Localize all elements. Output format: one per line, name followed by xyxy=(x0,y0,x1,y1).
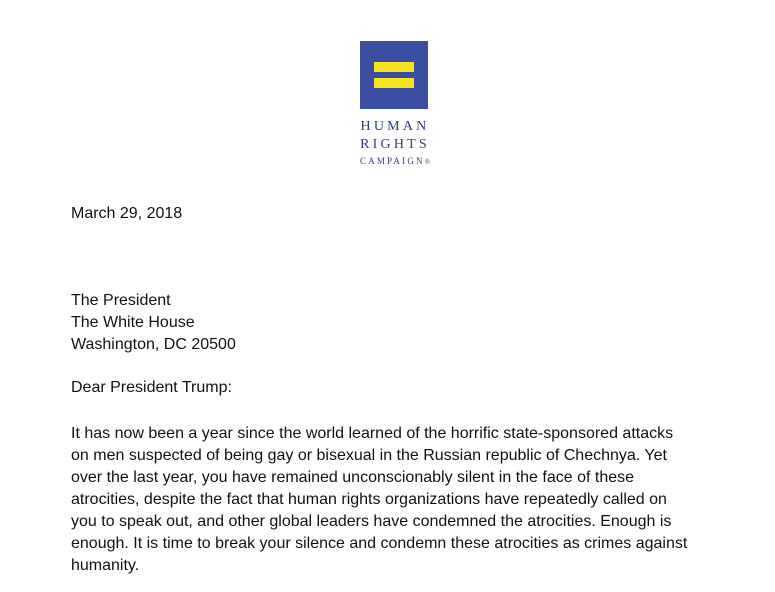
body-line-6: enough. It is time to break your silence and condemn these atrocities as crimes against xyxy=(71,535,688,552)
address-line-1: The President xyxy=(71,292,171,309)
body-line-5: you to speak out, and other global leaders have condemned the atrocities. Enough is xyxy=(71,513,672,530)
salutation: Dear President Trump: xyxy=(71,379,232,396)
logo-square xyxy=(360,41,428,109)
body-line-2: on men suspected of being gay or bisexual in the Russian republic of Chechnya. Yet xyxy=(71,447,667,464)
logo-top-bar xyxy=(374,62,414,72)
logo-text-rights: RIGHTS xyxy=(360,137,430,152)
recipient-address xyxy=(71,290,236,356)
logo-bottom-bar xyxy=(374,78,414,88)
address-line-2: The White House xyxy=(71,314,195,331)
body-line-4: atrocities, despite the fact that human rights organizations have repeatedly called on xyxy=(71,491,667,508)
logo-campaign-word: CAMPAIGN xyxy=(359,156,425,166)
logo-text-campaign xyxy=(340,156,450,166)
address-line-3: Washington, DC 20500 xyxy=(71,336,236,353)
body-line-1: It has now been a year since the world learned of the horrific state-sponsored attacks xyxy=(71,425,674,442)
letter-date: March 29, 2018 xyxy=(71,205,183,222)
logo-text-human: HUMAN xyxy=(360,119,430,134)
registered-mark: ® xyxy=(424,158,431,166)
body-paragraph xyxy=(71,423,687,577)
hrc-logo-icon xyxy=(360,41,428,109)
body-line-3: over the last year, you have remained unconscionably silent in the face of these xyxy=(71,469,635,486)
body-line-7: humanity. xyxy=(71,557,140,574)
